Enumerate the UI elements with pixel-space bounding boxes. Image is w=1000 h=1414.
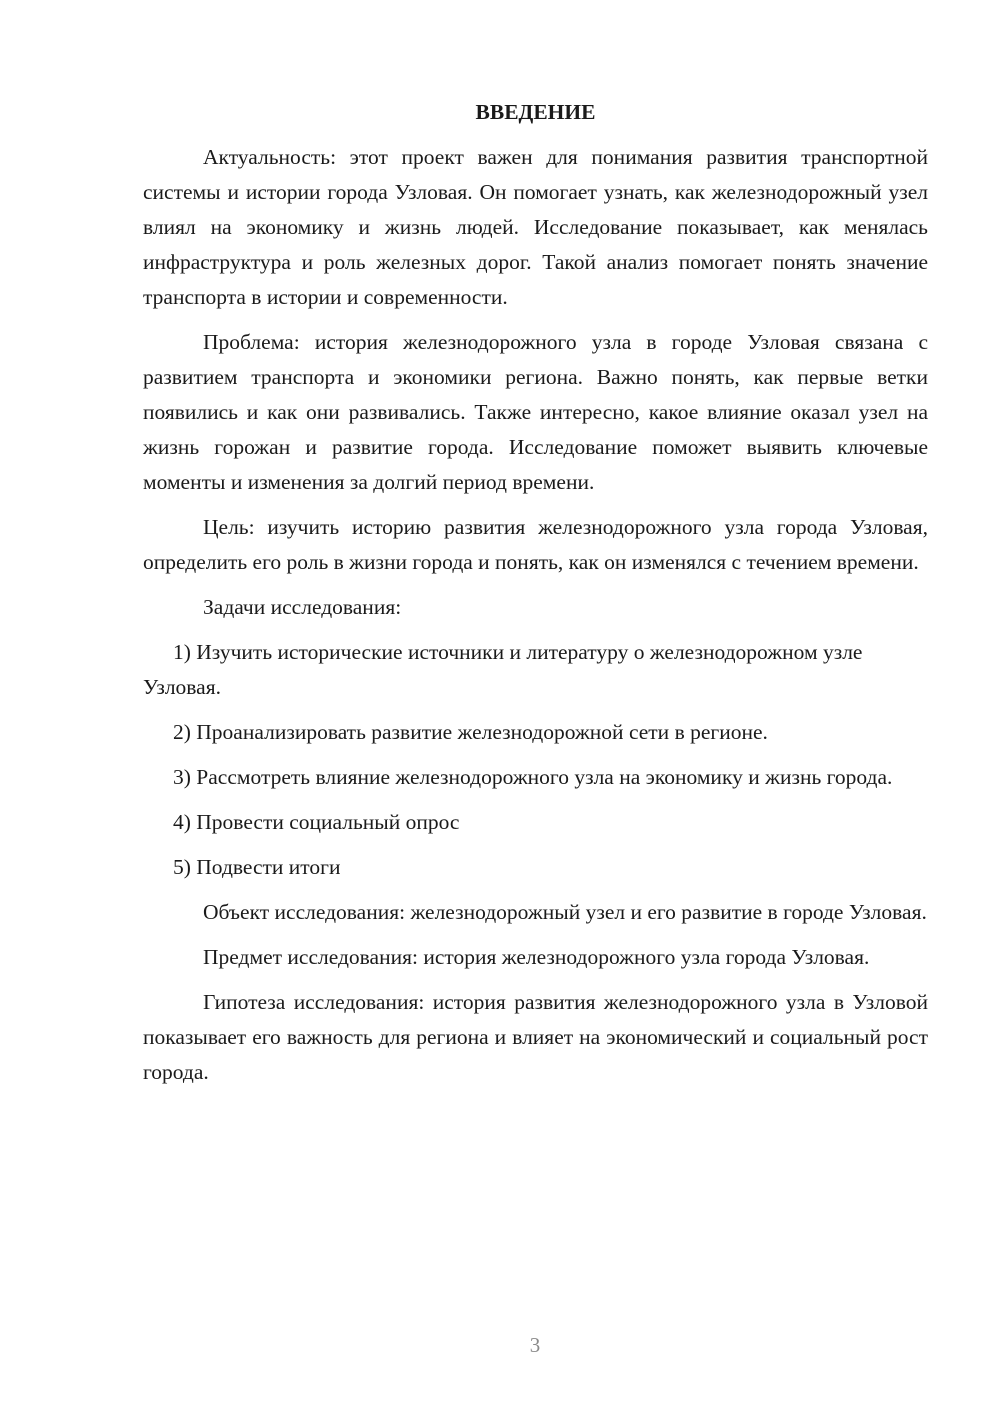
tasks-heading: Задачи исследования:	[203, 595, 402, 619]
paragraph-hypothesis: Гипотеза исследования: история развития железнодорожного узла в Узловой показывает его важность для региона и влияет на экономический и социальный рост города.	[143, 990, 928, 1084]
paragraph-object: Объект исследования: железнодорожный узел и его развитие в городе Узловая.	[203, 900, 927, 924]
task-item: 5) Подвести итоги	[173, 855, 341, 879]
paragraph-relevance: Актуальность: этот проект важен для понимания развития транспортной системы и истории города Узловая. Он помогает узнать, как железнодорожный узел влиял на экономику и жизнь людей. Исследование показывает, как менялась инфраструктура и роль железных дорог. Такой анализ помогает понять значение транспорта в истории и современности.	[143, 145, 928, 309]
tasks-list	[143, 635, 928, 885]
task-item: 3) Рассмотреть влияние железнодорожного узла на экономику и жизнь города.	[173, 765, 893, 789]
task-item: 1) Изучить исторические источники и литературу о железнодорожном узле Узловая.	[143, 640, 863, 699]
paragraph-problem: Проблема: история железнодорожного узла в городе Узловая связана с развитием транспорта и экономики региона. Важно понять, как первые ветки появились и как они развивались. Также интересно, какое влияние оказал узел на жизнь горожан и развитие города. Исследование поможет выявить ключевые моменты и изменения за долгий период времени.	[143, 330, 928, 494]
task-item: 2) Проанализировать развитие железнодорожной сети в регионе.	[173, 720, 768, 744]
paragraph-goal: Цель: изучить историю развития железнодорожного узла города Узловая, определить его роль в жизни города и понять, как он изменялся с течением времени.	[143, 515, 928, 574]
page-content	[143, 95, 928, 1100]
section-heading: ВВЕДЕНИЕ	[475, 100, 596, 124]
task-item: 4) Провести социальный опрос	[173, 810, 460, 834]
paragraph-subject: Предмет исследования: история железнодорожного узла города Узловая.	[203, 945, 870, 969]
page-number: 3	[529, 1333, 541, 1357]
